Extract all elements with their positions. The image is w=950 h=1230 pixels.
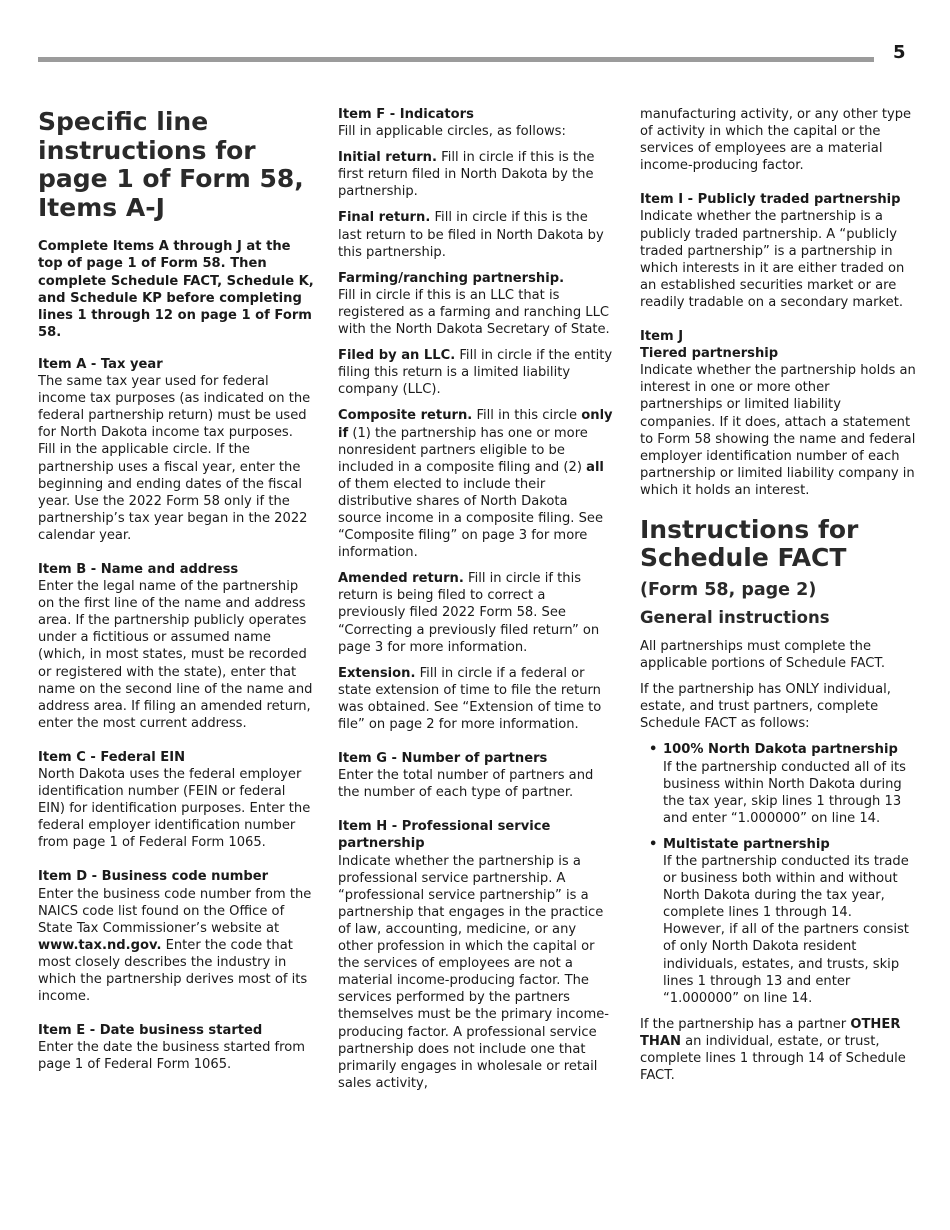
composite-text-2: (1) the partnership has one or more nonresident partners eligible to be included in a composite filing and (2) <box>338 425 588 475</box>
column-2 <box>338 106 614 1092</box>
item-e <box>38 1022 314 1073</box>
item-d-text <box>38 886 314 1006</box>
final-return-label: Final return. <box>338 210 431 226</box>
item-i <box>640 191 916 311</box>
item-c <box>38 749 314 852</box>
bullet-icon: • <box>649 742 658 758</box>
general-instructions-heading: General instructions <box>640 607 830 627</box>
item-c-title: Item C - Federal EIN <box>38 749 186 765</box>
bullet-icon: • <box>649 836 658 852</box>
schedule-fact-heading: Instructions for Schedule FACT <box>640 514 859 573</box>
composite-label: Composite return. <box>338 408 473 424</box>
website-link[interactable]: www.tax.nd.gov. <box>38 937 162 953</box>
item-a <box>38 356 314 544</box>
item-j-text: Indicate whether the partnership holds an interest in one or more other partnerships or limited liability companies. If it does, attach a statement to Form 58 showing the name and federal employer identification number of each partnership or limited liability company in which it holds an interest. <box>640 363 916 498</box>
initial-return-text: Fill in circle if this is the first return filed in North Dakota by the partnership. <box>338 150 595 200</box>
bullet-nd-partnership <box>649 741 916 826</box>
filed-by-llc <box>338 347 614 398</box>
item-b-title: Item B - Name and address <box>38 561 239 577</box>
item-g-title: Item G - Number of partners <box>338 751 548 767</box>
item-f-text: Fill in applicable circles, as follows: <box>338 124 566 140</box>
item-i-title: Item I - Publicly traded partnership <box>640 192 901 208</box>
item-d <box>38 868 314 1005</box>
farming-partnership <box>338 270 614 338</box>
schedule-fact-bullets <box>640 741 916 1006</box>
general-para-1: All partnerships must complete the applicable portions of Schedule FACT. <box>640 638 886 672</box>
extension <box>338 665 614 733</box>
composite-text-3: of them elected to include their distributive shares of North Dakota source income in a composite filing. See “Composite filing” on page 3 for more information. <box>338 476 604 561</box>
closing-para <box>640 1016 916 1084</box>
item-h-text: Indicate whether the partnership is a professional service partnership. A “professional service partnership” is a partnership that engages in the practice of law, accounting, medicine, or any other profession in which the capital or the services of employees are not a material income-producing factor. The services performed by the partners themselves must be the primary income-producing factor. A professional service partnership does not include one that primarily engages in wholesale or retail sales activity, <box>338 853 609 1091</box>
closing-text-before: If the partnership has a partner <box>640 1016 851 1032</box>
item-h-title: Item H - Professional service partnership <box>338 819 551 852</box>
bullet-2-text: If the partnership conducted its trade or business both within and without North Dakota during the tax year, complete lines 1 through 14. However, if all of the partners consist of only North Dakota resident individuals, estates, and trusts, skip lines 1 through 13 and enter “1.000000” on line 14. <box>663 854 909 1006</box>
item-d-text-before: Enter the business code number from the NAICS code list found on the Office of State Tax Commissioner’s website at <box>38 886 312 936</box>
main-heading: Specific line instructions for page 1 of Form 58, Items A-J <box>38 107 304 222</box>
final-return <box>338 209 614 260</box>
column-1 <box>38 106 314 1074</box>
item-j-title-line1: Item J <box>640 329 684 345</box>
item-j-title-line2: Tiered partnership <box>640 346 779 362</box>
item-f <box>338 106 614 140</box>
closing-text-after: an individual, estate, or trust, complete lines 1 through 14 of Schedule FACT. <box>640 1033 906 1084</box>
schedule-fact-subheading: (Form 58, page 2) <box>640 579 817 600</box>
composite-text-1: Fill in this circle <box>472 408 582 424</box>
bullet-2-title: Multistate partnership <box>663 836 830 852</box>
amended-text: Fill in circle if this return is being filed to correct a previously filed 2022 Form 58. See “Correcting a previously filed return” on page 3 for more information. <box>338 571 600 655</box>
item-g <box>338 750 614 801</box>
item-d-text-after: Enter the code that most closely describes the industry in which the partnership derives most of its income. <box>38 937 308 1005</box>
item-b-text: Enter the legal name of the partnership on the first line of the name and address area. If the partnership publicly operates under a fictitious or assumed name (which, in most states, must be recorded or registered with the state), enter that name on the second line of the name and address area. If filing an amended return, enter the most current address. <box>38 579 313 731</box>
composite-return <box>338 407 614 561</box>
initial-return-label: Initial return. <box>338 150 437 166</box>
item-h-continued: manufacturing activity, or any other type of activity in which the capital or the services of employees are a material income-producing factor. <box>640 107 912 174</box>
item-a-title: Item A - Tax year <box>38 356 163 372</box>
header-rule <box>38 57 874 62</box>
bullet-multistate-partnership <box>649 836 916 1007</box>
general-para-2: If the partnership has ONLY individual, estate, and trust partners, complete Schedule FACT as follows: <box>640 682 891 732</box>
item-i-text: Indicate whether the partnership is a publicly traded partnership. A “publicly traded partnership” is a partnership in which interests in it are either traded on an established securities market or are readily tradable on a secondary market. <box>640 209 905 310</box>
item-a-text: The same tax year used for federal income tax purposes (as indicated on the federal partnership return) must be used for North Dakota income tax purposes. Fill in the applicable circle. If the partnership uses a fiscal year, enter the beginning and ending dates of the fiscal year. Use the 2022 Form 58 only if the partnership’s tax year began in the 2022 calendar year. <box>38 374 311 543</box>
page-number: 5 <box>893 42 906 63</box>
bullet-1-text: If the partnership conducted all of its business within North Dakota during the tax year, skip lines 1 through 13 and enter “1.000000” on line 14. <box>663 759 906 826</box>
column-3 <box>640 106 916 1084</box>
item-g-text: Enter the total number of partners and the number of each type of partner. <box>338 768 594 801</box>
item-e-text: Enter the date the business started from page 1 of Federal Form 1065. <box>38 1040 306 1073</box>
item-e-title: Item E - Date business started <box>38 1023 263 1039</box>
composite-only-if: only if <box>338 408 613 441</box>
item-j <box>640 328 916 499</box>
llc-text: Fill in circle if the entity filing this return is a limited liability company (LLC). <box>338 348 613 398</box>
initial-return <box>338 149 614 200</box>
llc-label: Filed by an LLC. <box>338 348 456 364</box>
item-f-title: Item F - Indicators <box>338 107 474 122</box>
intro-text: Complete Items A through J at the top of page 1 of Form 58. Then complete Schedule FACT, Schedule K, and Schedule KP before completing lines 1 through 12 on page 1 of Form 58. <box>38 239 314 340</box>
bullet-1-title: 100% North Dakota partnership <box>663 742 898 758</box>
item-b <box>38 561 314 732</box>
farming-label: Farming/ranching partnership. <box>338 270 565 286</box>
item-c-text: North Dakota uses the federal employer identification number (FEIN or federal EIN) for identification purposes. Enter the federal employer identification number from page 1 of Federal Form 1065. <box>38 767 311 851</box>
extension-text: Fill in circle if a federal or state extension of time to file the return was obtained. See “Extension of time to file” on page 2 for more information. <box>338 665 602 732</box>
item-h <box>338 818 614 1092</box>
item-d-title: Item D - Business code number <box>38 869 269 885</box>
amended-return <box>338 570 614 655</box>
extension-label: Extension. <box>338 665 416 681</box>
farming-text: Fill in circle if this is an LLC that is registered as a farming and ranching LLC with the North Dakota Secretary of State. <box>338 287 610 338</box>
composite-all: all <box>586 459 604 475</box>
amended-label: Amended return. <box>338 571 464 587</box>
final-return-text: Fill in circle if this is the last return to be filed in North Dakota by this partnership. <box>338 210 604 260</box>
closing-other-than: OTHER THAN <box>640 1016 901 1049</box>
